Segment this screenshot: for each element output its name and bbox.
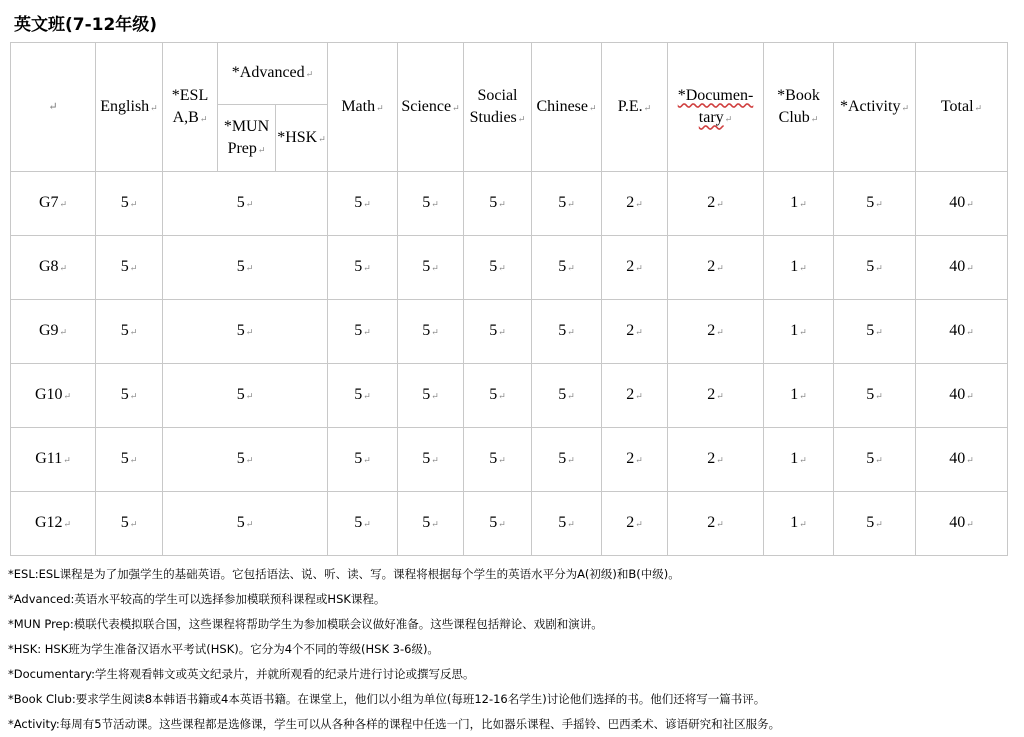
table-row [11,236,1008,300]
note-advanced: *Advanced:英语水平较高的学生可以选择参加模联预科课程或HSK课程。 [8,592,386,606]
social-studies-cell: 5↵ [464,300,532,364]
social-studies-cell: 5↵ [464,492,532,556]
social-studies-cell: 5↵ [464,236,532,300]
schedule-table [10,42,1008,556]
note-book-club: *Book Club:要求学生阅读8本韩语书籍或4本英语书籍。在课堂上，他们以小组为单位(每班12-16名学生)讨论他们选择的书。他们还将写一篇书评。 [8,692,766,706]
table-row [11,364,1008,428]
math-cell: 5↵ [328,428,398,492]
book-club-cell: 1↵ [764,492,834,556]
chinese-cell: 5↵ [532,236,602,300]
math-cell: 5↵ [328,492,398,556]
header-total: Total↵ [916,43,1008,172]
english-cell: 5↵ [96,364,163,428]
science-cell: 5↵ [398,364,464,428]
book-club-cell: 1↵ [764,428,834,492]
esl-advanced-cell: 5↵ [163,236,328,300]
science-cell: 5↵ [398,428,464,492]
pe-cell: 2↵ [602,492,668,556]
table-row [11,428,1008,492]
grade-cell: G9↵ [11,300,96,364]
table-row [11,492,1008,556]
total-cell: 40↵ [916,300,1008,364]
header-hsk: *HSK↵ [276,105,328,172]
english-cell: 5↵ [96,428,163,492]
pe-cell: 2↵ [602,236,668,300]
grade-cell: G7↵ [11,172,96,236]
math-cell: 5↵ [328,364,398,428]
header-mun-prep: *MUN Prep↵ [218,105,276,172]
pe-cell: 2↵ [602,300,668,364]
esl-advanced-cell: 5↵ [163,300,328,364]
science-cell: 5↵ [398,172,464,236]
header-esl: *ESL A,B↵ [163,43,218,172]
documentary-cell: 2↵ [668,364,764,428]
page-title: 英文班(7-12年级) [14,15,158,35]
social-studies-cell: 5↵ [464,428,532,492]
book-club-cell: 1↵ [764,364,834,428]
table-row [11,300,1008,364]
activity-cell: 5↵ [834,172,916,236]
social-studies-cell: 5↵ [464,172,532,236]
grade-cell: G8↵ [11,236,96,300]
total-cell: 40↵ [916,172,1008,236]
math-cell: 5↵ [328,236,398,300]
footnotes [8,562,1018,737]
note-documentary: *Documentary:学生将观看韩文或英文纪录片，并就所观看的纪录片进行讨论或撰写反思。 [8,667,475,681]
chinese-cell: 5↵ [532,428,602,492]
grade-cell: G10↵ [11,364,96,428]
documentary-cell: 2↵ [668,172,764,236]
chinese-cell: 5↵ [532,172,602,236]
english-cell: 5↵ [96,172,163,236]
header-english: English↵ [96,43,163,172]
documentary-cell: 2↵ [668,428,764,492]
esl-advanced-cell: 5↵ [163,428,328,492]
book-club-cell: 1↵ [764,236,834,300]
book-club-cell: 1↵ [764,300,834,364]
science-cell: 5↵ [398,236,464,300]
chinese-cell: 5↵ [532,300,602,364]
note-activity: *Activity:每周有5节活动课。这些课程都是选修课，学生可以从各种各样的课程中任选一门，比如器乐课程、手摇铃、巴西柔术、谚语研究和社区服务。 [8,717,781,731]
activity-cell: 5↵ [834,236,916,300]
book-club-cell: 1↵ [764,172,834,236]
note-mun-prep: *MUN Prep:模联代表模拟联合国，这些课程将帮助学生为参加模联会议做好准备。这些课程包括辩论、戏剧和演讲。 [8,617,603,631]
activity-cell: 5↵ [834,364,916,428]
header-chinese: Chinese↵ [532,43,602,172]
math-cell: 5↵ [328,172,398,236]
note-hsk: *HSK: HSK班为学生准备汉语水平考试(HSK)。它分为4个不同的等级(HSK 3-6级)。 [8,642,439,656]
math-cell: 5↵ [328,300,398,364]
total-cell: 40↵ [916,236,1008,300]
activity-cell: 5↵ [834,492,916,556]
science-cell: 5↵ [398,492,464,556]
pe-cell: 2↵ [602,428,668,492]
english-cell: 5↵ [96,300,163,364]
header-documentary: *Documen- tary↵ [668,43,764,172]
grade-cell: G12↵ [11,492,96,556]
pe-cell: 2↵ [602,172,668,236]
documentary-cell: 2↵ [668,300,764,364]
table-row [11,172,1008,236]
header-science: Science↵ [398,43,464,172]
header-row [11,43,1008,105]
total-cell: 40↵ [916,364,1008,428]
english-cell: 5↵ [96,492,163,556]
chinese-cell: 5↵ [532,492,602,556]
note-esl: *ESL:ESL课程是为了加强学生的基础英语。它包括语法、说、听、读、写。课程将根据每个学生的英语水平分为A(初级)和B(中级)。 [8,567,680,581]
header-activity: *Activity↵ [834,43,916,172]
esl-advanced-cell: 5↵ [163,364,328,428]
header-advanced: *Advanced↵ [218,43,328,105]
total-cell: 40↵ [916,492,1008,556]
header-pe: P.E.↵ [602,43,668,172]
esl-advanced-cell: 5↵ [163,492,328,556]
header-book-club: *Book Club↵ [764,43,834,172]
esl-advanced-cell: 5↵ [163,172,328,236]
chinese-cell: 5↵ [532,364,602,428]
documentary-cell: 2↵ [668,492,764,556]
social-studies-cell: 5↵ [464,364,532,428]
corner-cell: ↵ [11,43,96,172]
header-math: Math↵ [328,43,398,172]
total-cell: 40↵ [916,428,1008,492]
activity-cell: 5↵ [834,300,916,364]
english-cell: 5↵ [96,236,163,300]
activity-cell: 5↵ [834,428,916,492]
header-social-studies: Social Studies↵ [464,43,532,172]
science-cell: 5↵ [398,300,464,364]
documentary-cell: 2↵ [668,236,764,300]
grade-cell: G11↵ [11,428,96,492]
pe-cell: 2↵ [602,364,668,428]
